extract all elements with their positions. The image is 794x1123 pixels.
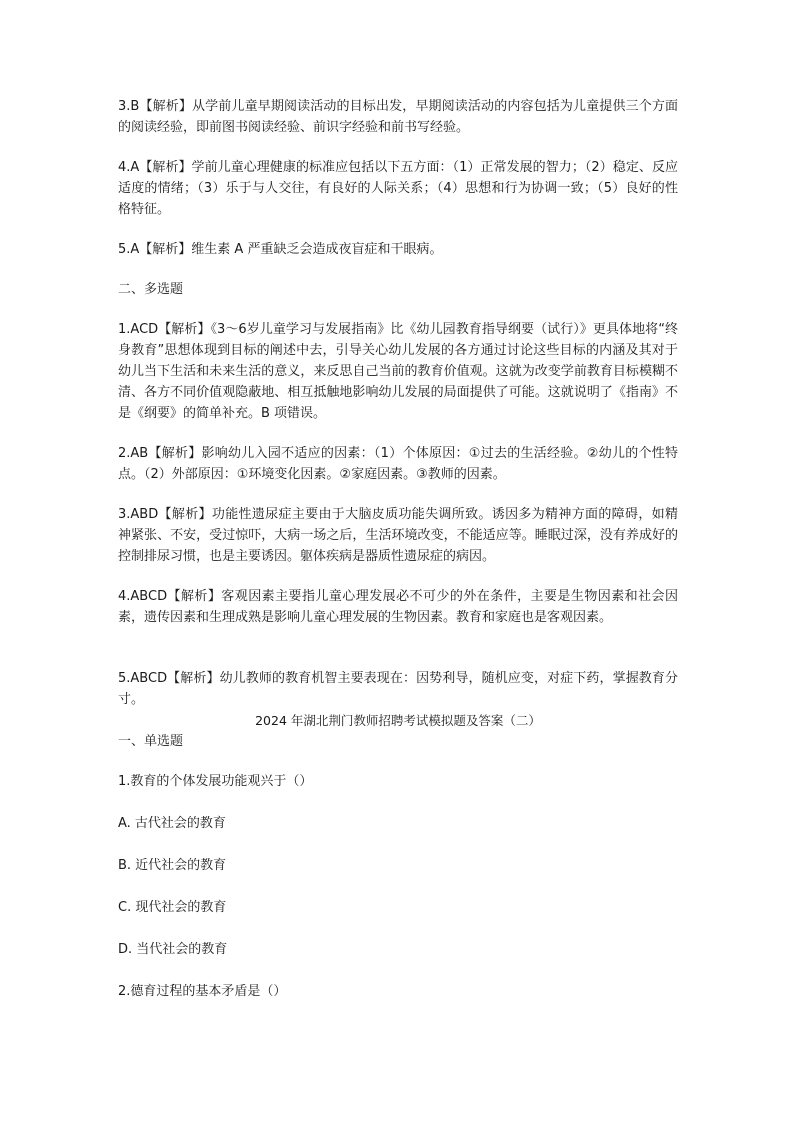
question-1-option-b: B. 近代社会的教育 [118, 858, 227, 873]
question-1-option-a: A. 古代社会的教育 [118, 816, 226, 831]
analysis-3: 3.B【解析】从学前儿童早期阅读活动的目标出发，早期阅读活动的内容包括为儿童提供三个方面的阅读经验，即前图书阅读经验、前识字经验和前书写经验。 [118, 99, 678, 135]
question-1-stem: 1.教育的个体发展功能观兴于（） [118, 774, 313, 789]
exam-title: 2024 年湖北荆门教师招聘考试模拟题及答案（二） [255, 713, 541, 728]
analysis-5: 5.A【解析】维生素 A 严重缺乏会造成夜盲症和干眼病。 [118, 242, 443, 257]
multi-analysis-4: 4.ABCD【解析】客观因素主要指儿童心理发展必不可少的外在条件，主要是生物因素和社会因素，遗传因素和生理成熟是影响儿童心理发展的生物因素。教育和家庭也是客观因素。 [118, 589, 678, 625]
question-1-option-c: C. 现代社会的教育 [118, 900, 227, 915]
question-2-stem: 2.德育过程的基本矛盾是（） [118, 984, 287, 999]
document-page [118, 96, 678, 1002]
section-heading-multi: 二、多选题 [118, 282, 184, 297]
multi-analysis-2: 2.AB【解析】影响幼儿入园不适应的因素：（1）个体原因：①过去的生活经验。②幼儿的个性特点。（2）外部原因：①环境变化因素。②家庭因素。③教师的因素。 [118, 446, 678, 482]
analysis-4: 4.A【解析】学前儿童心理健康的标准应包括以下五方面：（1）正常发展的智力；（2）稳定、反应适度的情绪；（3）乐于与人交往，有良好的人际关系；（4）思想和行为协调一致；（5）良好的性格特征。 [118, 160, 678, 217]
multi-analysis-1: 1.ACD【解析】《3～6岁儿童学习与发展指南》比《幼儿园教育指导纲要（试行）》更具体地将“终身教育”思想体现到目标的阐述中去，引导关心幼儿发展的各方通过讨论这些目标的内涵及其对于幼儿当下生活和未来生活的意义，来反思自己当前的教育价值观。这就为改变学前教育目标模糊不清、各方不同价值观隐蔽地、相互抵触地影响幼儿发展的局面提供了可能。这就说明了《指南》不是《纲要》的简单补充。B 项错误。 [118, 322, 678, 421]
question-1-option-d: D. 当代社会的教育 [118, 942, 228, 957]
section-heading-single: 一、单选题 [118, 734, 184, 749]
multi-analysis-5: 5.ABCD【解析】幼儿教师的教育机智主要表现在：因势利导，随机应变，对症下药，掌握教育分寸。 [118, 671, 678, 707]
multi-analysis-3: 3.ABD【解析】功能性遗尿症主要由于大脑皮质功能失调所致。诱因多为精神方面的障碍，如精神紧张、不安，受过惊吓，大病一场之后，生活环境改变，不能适应等。睡眠过深，没有养成好的控制排尿习惯，也是主要诱因。躯体疾病是器质性遗尿症的病因。 [118, 507, 678, 564]
